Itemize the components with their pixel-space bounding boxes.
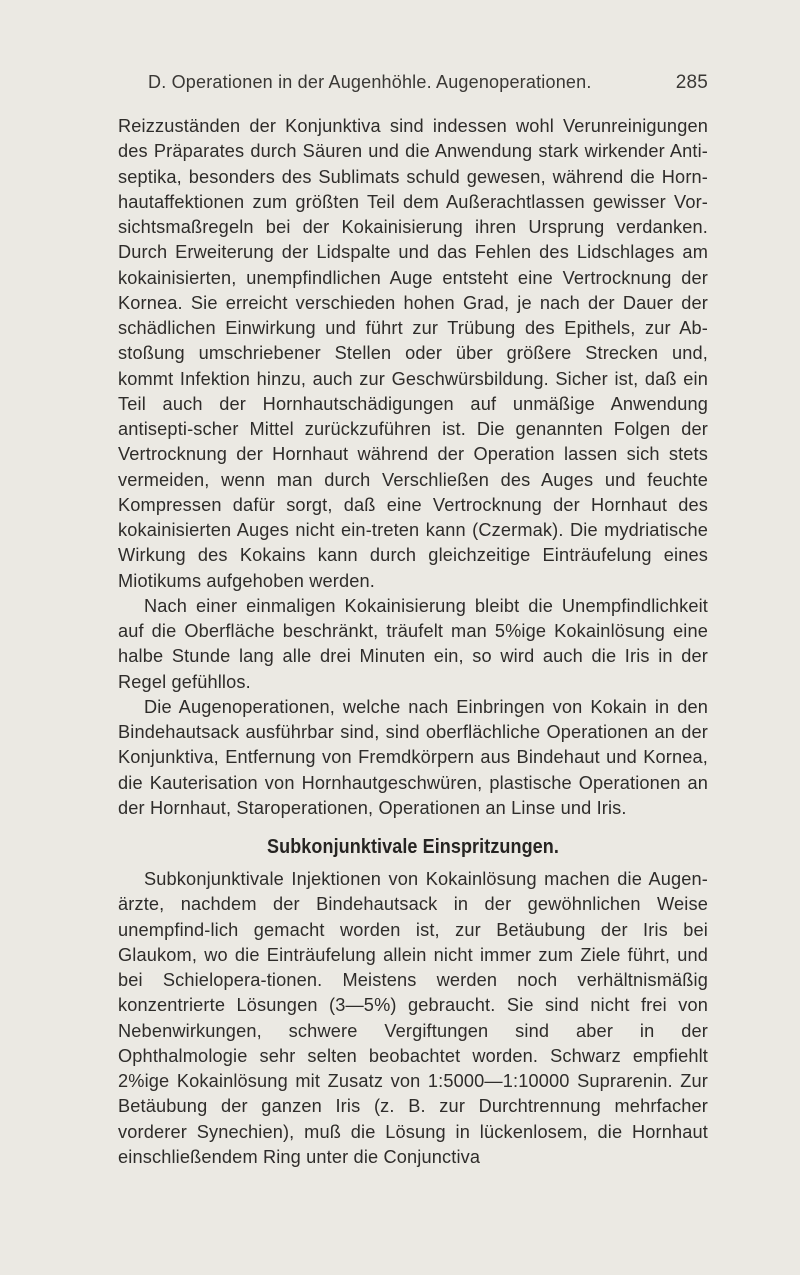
section-paragraph: Subkonjunktivale Injektionen von Kokainlösung machen die Augen-ärzte, nachdem der Bindehautsack in der gewöhnlichen Weise unempfind-lich gemacht worden ist, zur Betäubung der Iris bei Glaukom, wo die Einträufelung allein nicht immer zum Ziele führt, und bei Schielopera-tionen. Meistens werden noch verhältnismäßig konzentrierte Lösungen (3—5%) gebraucht. Sie sind nicht frei von Nebenwirkungen, schwere Vergiftungen sind aber in der Ophthalmologie sehr selten beobachtet worden. Schwarz empfiehlt 2%ige Kokainlösung mit Zusatz von 1:5000—1:10000 Suprarenin. Zur Betäubung der ganzen Iris (z. B. zur Durchtrennung mehrfacher vorderer Synechien), muß die Lösung in lückenlosem, die Hornhaut einschließendem Ring unter die Conjunctiva: [118, 869, 708, 1167]
running-title: D. Operationen in der Augenhöhle. Augenoperationen.: [148, 72, 592, 92]
paragraph-3: Die Augenoperationen, welche nach Einbringen von Kokain in den Bindehautsack ausführbar sind, sind oberflächliche Operationen an der Konjunktiva, Entfernung von Fremdkörpern aus Bindehaut und Kornea, die Kauterisation von Hornhautgeschwüren, plastische Operationen an der Hornhaut, Staroperationen, Operationen an Linse und Iris.: [118, 696, 708, 818]
page-number: 285: [675, 72, 708, 93]
paragraph-2: Nach einer einmaligen Kokainisierung bleibt die Unempfindlichkeit auf die Oberfläche beschränkt, träufelt man 5%ige Kokainlösung eine halbe Stunde lang alle drei Minuten ein, so wird auch die Iris in der Regel gefühllos.: [118, 595, 708, 692]
body-text: [118, 114, 708, 1170]
paragraph-1: Reizzuständen der Konjunktiva sind indessen wohl Verunreinigungen des Präparates durch Säuren und die Anwendung stark wirkender Anti-septika, besonders des Sublimats schuld gewesen, während die Horn-hautaffektionen zum größten Teil dem Außerachtlassen gewisser Vor-sichtsmaßregeln bei der Kokainisierung ihren Ursprung verdanken. Durch Erweiterung der Lidspalte und das Fehlen des Lidschlages am kokainisierten, unempfindlichen Auge entsteht eine Vertrocknung der Kornea. Sie erreicht verschieden hohen Grad, je nach der Dauer der schädlichen Einwirkung und führt zur Trübung des Epithels, zur Ab-stoßung umschriebener Stellen oder über größere Strecken und, kommt Infektion hinzu, auch zur Geschwürsbildung. Sicher ist, daß ein Teil auch der Hornhautschädigungen auf unmäßige Anwendung antisepti-scher Mittel zurückzuführen ist. Die genannten Folgen der Vertrocknung der Hornhaut während der Operation lassen sich stets vermeiden, wenn man durch Verschließen des Auges und feuchte Kompressen dafür sorgt, daß eine Vertrocknung der Hornhaut des kokainisierten Auges nicht ein-treten kann (Czermak). Die mydriatische Wirkung des Kokains kann durch gleichzeitige Einträufelung eines Miotikums aufgehoben werden.: [118, 116, 708, 591]
page-header: [118, 72, 708, 102]
section-heading: Subkonjunktivale Einspritzungen.: [267, 836, 559, 858]
